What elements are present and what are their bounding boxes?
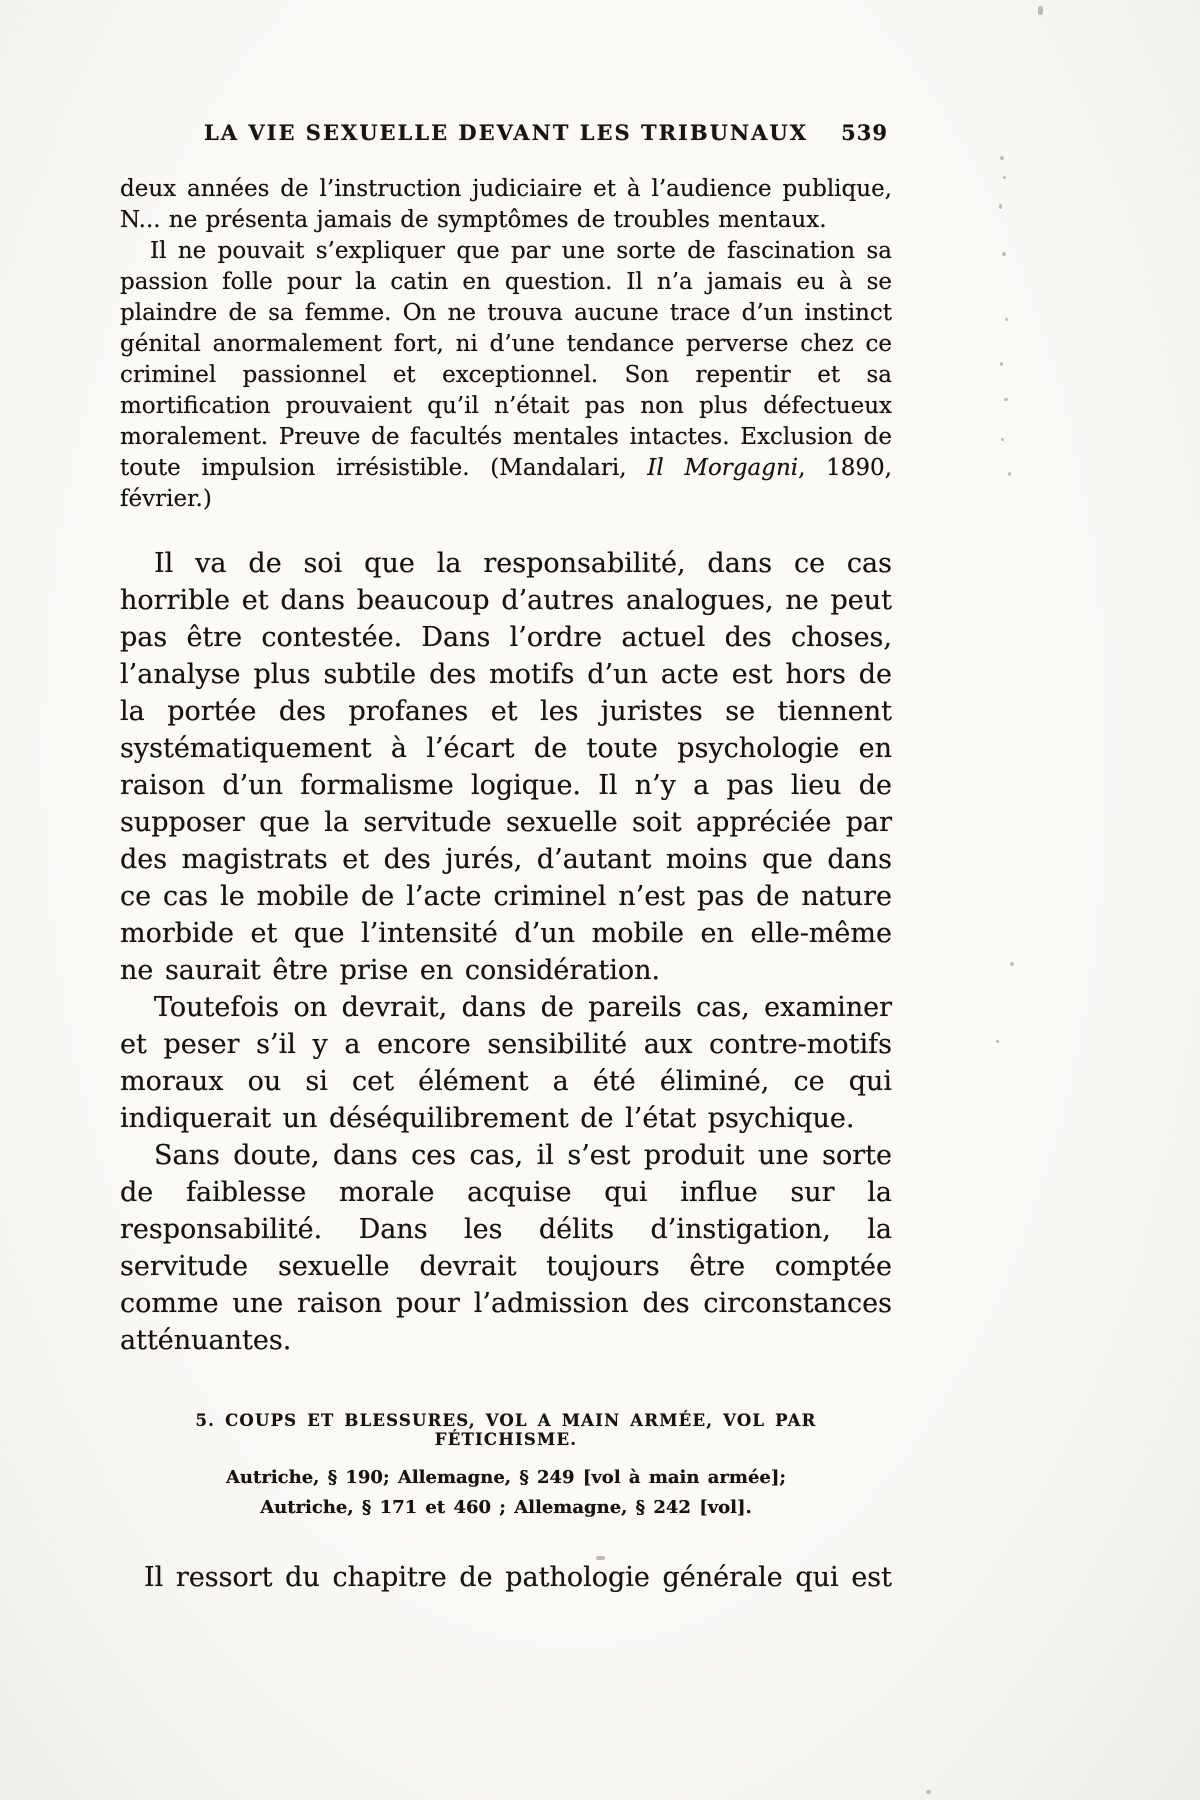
body-paragraph: Toutefois on devrait, dans de pareils cas, examiner et peser s’il y a encore sensibilité aux contre-motifs moraux ou si cet élément a été éliminé, ce qui indiquerait un déséquilibrement de l’état psychique.	[120, 992, 892, 1134]
case-report-paragraph-continuation: deux années de l’instruction judiciaire et à l’audience publique, N... ne présenta jamais de symptômes de troubles mentaux.	[120, 176, 892, 233]
scan-speck	[1000, 156, 1004, 160]
body-paragraph: Sans doute, dans ces cas, il s’est produit une sorte de faiblesse morale acquise qui influe sur la responsabilité. Dans les délits d’instigation, la servitude sexuelle devrait toujours être comptée comme une raison pour l’admission des circonstances atténuantes.	[120, 1140, 892, 1356]
scan-speck	[996, 1040, 999, 1043]
scan-speck	[1003, 176, 1006, 179]
scan-speck	[1000, 362, 1003, 366]
scan-speck	[1010, 962, 1014, 966]
case-report-citation-end: , 1890, février.)	[120, 455, 892, 512]
section-opening-line: Il ressort du chapitre de pathologie générale qui est	[144, 1562, 892, 1593]
scan-speck	[1005, 318, 1008, 321]
body-paragraph: Il va de soi que la responsabilité, dans ce cas horrible et dans beaucoup d’autres analogues, ne peut pas être contestée. Dans l’ordre actuel des choses, l’analyse plus subtile des motifs d’un acte est hors de la portée des profanes et les juristes se tiennent systématiquement à l’écart de toute psychologie en raison d’un formalisme logique. Il n’y a pas lieu de supposer que la servitude sexuelle soit appréciée par des magistrats et des jurés, d’autant moins que dans ce cas le mobile de l’acte criminel n’est pas de nature morbide et que l’intensité d’un mobile en elle-même ne saurait être prise en considération.	[120, 548, 892, 986]
page-number: 539	[841, 120, 888, 145]
text-block	[120, 0, 892, 1596]
statute-reference-line: Autriche, § 190; Allemagne, § 249 [vol à main armée];	[225, 1467, 787, 1488]
running-title: LA VIE SEXUELLE DEVANT LES TRIBUNAUX	[203, 120, 809, 145]
case-report-paragraph	[120, 236, 892, 515]
case-report-section	[120, 174, 892, 515]
scan-speck	[1002, 252, 1006, 256]
journal-title: Il Morgagni	[647, 455, 799, 481]
commentary-section	[120, 545, 892, 1359]
scan-speck	[1038, 6, 1043, 15]
statute-references	[120, 1463, 892, 1523]
scan-speck	[596, 1556, 605, 1560]
scan-speck	[1004, 398, 1008, 401]
scan-speck	[926, 1790, 931, 1794]
scan-speck	[1008, 472, 1011, 476]
section-heading: 5. COUPS ET BLESSURES, VOL A MAIN ARMÉE, VOL PAR FÉTICHISME.	[195, 1411, 817, 1449]
scan-speck	[999, 204, 1002, 209]
scan-speck	[1001, 438, 1004, 441]
case-report-text: Il ne pouvait s’expliquer que par une sorte de fascination sa passion folle pour la catin en question. Il n’a jamais eu à se plaindre de sa femme. On ne trouva aucune trace d’un instinct génital anormalement fort, ni d’une tendance perverse chez ce criminel passionnel et exceptionnel. Son repentir et sa mortification prouvaient qu’il n’était pas non plus défectueux moralement. Preuve de facultés mentales intactes. Exclusion de toute impulsion irrésistible. (Mandalari,	[120, 238, 892, 481]
page-header	[120, 120, 892, 150]
statute-reference-line: Autriche, § 171 et 460 ; Allemagne, § 242 [vol].	[260, 1497, 752, 1518]
